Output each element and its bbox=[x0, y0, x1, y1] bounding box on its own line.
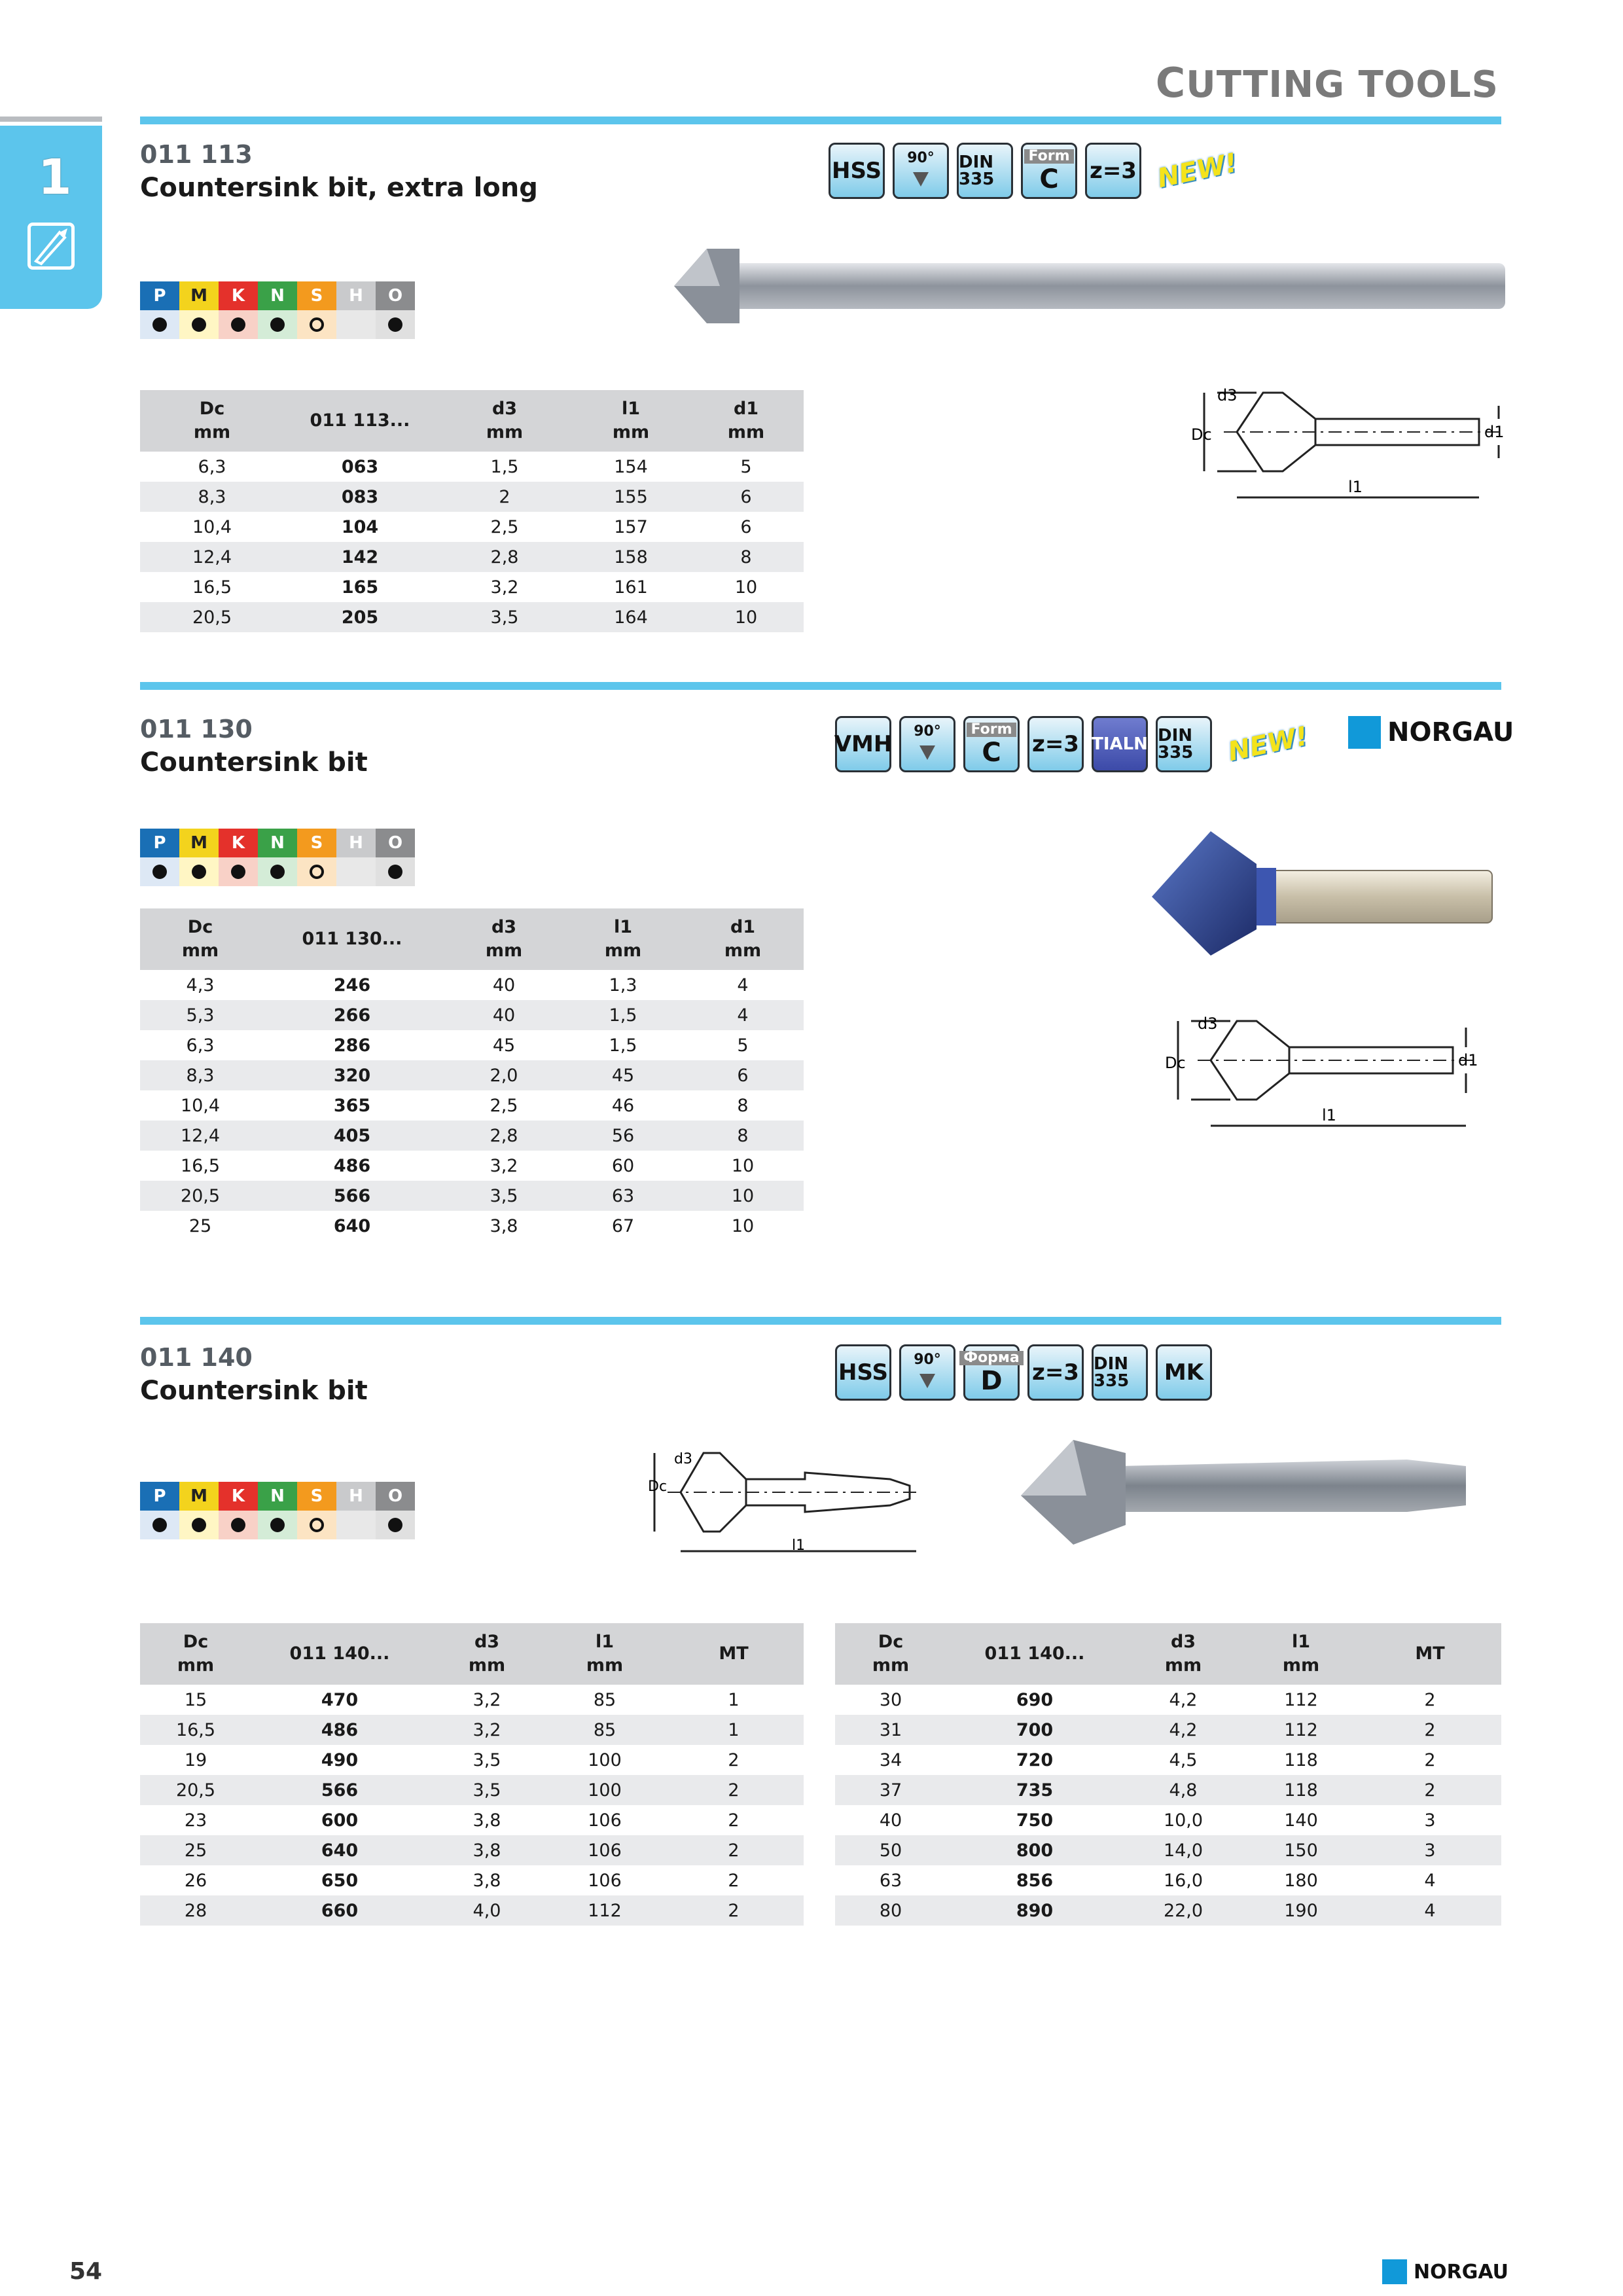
col-l1: l1 mm bbox=[546, 1623, 664, 1685]
col-d3: d3 mm bbox=[428, 1623, 546, 1685]
product-code: 011 113 bbox=[140, 140, 253, 169]
product-photo bbox=[1139, 825, 1505, 956]
technical-drawing bbox=[1165, 1008, 1492, 1145]
mat-o: O bbox=[376, 1482, 415, 1511]
label-dc: Dc bbox=[1191, 425, 1212, 444]
col-d3: d3 mm bbox=[1123, 1623, 1243, 1685]
mat-s: S bbox=[297, 281, 336, 310]
chapter-number: 1 bbox=[38, 149, 72, 206]
product-name: Countersink bit bbox=[140, 1376, 368, 1406]
table-row: 25 640 3,8 67 10 bbox=[188, 1215, 755, 1236]
label-l1: l1 bbox=[1322, 1106, 1336, 1124]
badge-flutes: z=3 bbox=[1027, 716, 1084, 772]
badge-form: Форма D bbox=[963, 1344, 1020, 1401]
table-row: 12,4 142 2,8 158 8 bbox=[140, 542, 804, 572]
table-row: 37 735 4,8 118 2 bbox=[835, 1775, 1501, 1805]
spec-table-right bbox=[835, 1623, 1501, 1926]
col-code: 011 113... bbox=[284, 390, 436, 452]
badge-form: Form C bbox=[1021, 143, 1077, 199]
mat-k: K bbox=[219, 1482, 258, 1511]
product-name: Countersink bit, extra long bbox=[140, 173, 538, 203]
mat-n: N bbox=[258, 281, 297, 310]
col-dc: Dc mm bbox=[140, 908, 260, 970]
label-d3: d3 bbox=[674, 1451, 692, 1467]
table-row: 16,5 165 3,2 161 10 bbox=[192, 577, 758, 598]
label-d1: d1 bbox=[1484, 423, 1505, 441]
mat-p-mark bbox=[140, 310, 179, 339]
label-d3: d3 bbox=[1217, 386, 1238, 404]
mat-o-mark bbox=[376, 310, 415, 339]
badge-angle: 90° bbox=[899, 716, 955, 772]
badge-angle: 90° bbox=[899, 1344, 955, 1401]
badge-din: DIN 335 bbox=[1092, 1344, 1148, 1401]
product-name: Countersink bit bbox=[140, 747, 368, 778]
table-row: 34 720 4,5 118 2 bbox=[879, 1749, 1436, 1770]
table-row: 4,3 246 40 1,3 4 bbox=[186, 975, 749, 996]
feature-badges bbox=[835, 1344, 1212, 1401]
label-d1: d1 bbox=[1458, 1051, 1478, 1069]
badge-mk: MK bbox=[1156, 1344, 1212, 1401]
badge-hss: HSS bbox=[829, 143, 885, 199]
mat-p: P bbox=[140, 829, 179, 857]
table-row: 28 660 4,0 112 2 bbox=[140, 1895, 804, 1926]
section-rule bbox=[140, 682, 1501, 690]
feature-badges bbox=[829, 143, 1238, 199]
table-row: 50 800 14,0 150 3 bbox=[835, 1835, 1501, 1865]
mat-k: K bbox=[219, 829, 258, 857]
table-row: 25 640 3,8 106 2 bbox=[140, 1835, 804, 1865]
badge-din: DIN 335 bbox=[957, 143, 1013, 199]
brand-logo: NORGAU bbox=[1348, 716, 1514, 749]
label-d3: d3 bbox=[1198, 1014, 1218, 1033]
table-row: 30 690 4,2 112 2 bbox=[879, 1689, 1436, 1710]
product-code: 011 140 bbox=[140, 1343, 253, 1372]
drill-bit-icon bbox=[27, 223, 75, 270]
spec-table-left bbox=[140, 1623, 804, 1926]
mat-m: M bbox=[179, 1482, 219, 1511]
col-d1: d1 mm bbox=[682, 908, 804, 970]
table-row: 26 650 3,8 106 2 bbox=[184, 1870, 740, 1891]
col-dc: Dc mm bbox=[835, 1623, 946, 1685]
technical-drawing bbox=[1191, 380, 1518, 511]
table-row: 19 490 3,5 100 2 bbox=[184, 1749, 740, 1770]
label-dc: Dc bbox=[1165, 1054, 1186, 1072]
header-rule bbox=[0, 117, 102, 122]
product-photo bbox=[1014, 1433, 1472, 1545]
table-row: 16,5 486 3,2 60 10 bbox=[180, 1155, 755, 1176]
table-row: 12,4 405 2,8 56 8 bbox=[140, 1121, 804, 1151]
table-row: 31 700 4,2 112 2 bbox=[835, 1715, 1501, 1745]
mat-o-mark bbox=[376, 857, 415, 886]
col-mt: MT bbox=[1359, 1623, 1501, 1685]
product-photo bbox=[668, 236, 1518, 327]
badge-coating: TIALN bbox=[1092, 716, 1148, 772]
technical-drawing bbox=[641, 1440, 929, 1558]
page-number: 54 bbox=[69, 2258, 103, 2285]
mat-h: H bbox=[336, 829, 376, 857]
mat-k: K bbox=[219, 281, 258, 310]
section-header-title: CUTTING TOOLS bbox=[1155, 59, 1499, 107]
mat-m-mark bbox=[179, 310, 219, 339]
material-grid bbox=[140, 1482, 415, 1539]
mat-n: N bbox=[258, 1482, 297, 1511]
table-row: 6,3 286 45 1,5 5 bbox=[186, 1035, 749, 1056]
badge-form: Form C bbox=[963, 716, 1020, 772]
col-code: 011 140... bbox=[251, 1623, 428, 1685]
table-row: 63 856 16,0 180 4 bbox=[879, 1870, 1436, 1891]
mat-s-mark bbox=[297, 857, 336, 886]
table-row: 6,3 063 1,5 154 5 bbox=[198, 456, 752, 477]
feature-badges bbox=[834, 716, 1311, 772]
mat-m: M bbox=[179, 829, 219, 857]
table-row: 15 470 3,2 85 1 bbox=[184, 1689, 740, 1710]
mat-o: O bbox=[376, 281, 415, 310]
mat-n: N bbox=[258, 829, 297, 857]
mat-s: S bbox=[297, 1482, 336, 1511]
mat-p-mark bbox=[140, 857, 179, 886]
mat-m-mark bbox=[179, 1511, 219, 1539]
mat-p: P bbox=[140, 1482, 179, 1511]
product-code: 011 130 bbox=[140, 715, 253, 744]
chapter-tab[interactable] bbox=[0, 126, 102, 309]
table-row: 20,5 205 3,5 164 10 bbox=[140, 602, 804, 632]
new-badge: NEW! bbox=[1225, 721, 1311, 768]
col-l1: l1 mm bbox=[1243, 1623, 1359, 1685]
col-code: 011 140... bbox=[946, 1623, 1123, 1685]
table-row: 20,5 566 3,5 100 2 bbox=[140, 1775, 804, 1805]
table-row: 40 750 10,0 140 3 bbox=[879, 1810, 1436, 1831]
mat-k-mark bbox=[219, 857, 258, 886]
table-row: 5,3 266 40 1,5 4 bbox=[140, 1000, 804, 1030]
mat-s-mark bbox=[297, 310, 336, 339]
col-dc: Dc mm bbox=[140, 1623, 251, 1685]
badge-flutes: z=3 bbox=[1027, 1344, 1084, 1401]
mat-n-mark bbox=[258, 1511, 297, 1539]
mat-k-mark bbox=[219, 1511, 258, 1539]
material-grid bbox=[140, 281, 415, 339]
col-d3: d3 mm bbox=[436, 390, 573, 452]
mat-h-mark bbox=[336, 857, 376, 886]
col-l1: l1 mm bbox=[564, 908, 682, 970]
mat-h-mark bbox=[336, 1511, 376, 1539]
mat-h: H bbox=[336, 1482, 376, 1511]
table-row: 80 890 22,0 190 4 bbox=[835, 1895, 1501, 1926]
col-mt: MT bbox=[664, 1623, 804, 1685]
section-rule bbox=[140, 117, 1501, 124]
table-row: 23 600 3,8 106 2 bbox=[184, 1810, 740, 1831]
mat-s-mark bbox=[297, 1511, 336, 1539]
label-l1: l1 bbox=[792, 1537, 806, 1554]
mat-m-mark bbox=[179, 857, 219, 886]
col-l1: l1 mm bbox=[573, 390, 688, 452]
mat-p: P bbox=[140, 281, 179, 310]
badge-din: DIN 335 bbox=[1156, 716, 1212, 772]
mat-k-mark bbox=[219, 310, 258, 339]
table-row: 10,4 365 2,5 46 8 bbox=[180, 1095, 749, 1116]
mat-m: M bbox=[179, 281, 219, 310]
material-grid bbox=[140, 829, 415, 886]
label-l1: l1 bbox=[1348, 478, 1363, 496]
label-dc: Dc bbox=[648, 1479, 668, 1495]
badge-angle: 90° bbox=[893, 143, 949, 199]
col-dc: Dc mm bbox=[140, 390, 284, 452]
mat-h: H bbox=[336, 281, 376, 310]
footer-brand-logo: NORGAU bbox=[1382, 2259, 1508, 2284]
table-row: 8,3 320 2,0 45 6 bbox=[140, 1060, 804, 1090]
badge-vmh: VMH bbox=[835, 716, 891, 772]
mat-n-mark bbox=[258, 857, 297, 886]
table-row: 10,4 104 2,5 157 6 bbox=[192, 516, 752, 537]
section-rule bbox=[140, 1317, 1501, 1325]
mat-p-mark bbox=[140, 1511, 179, 1539]
table-row: 8,3 083 2 155 6 bbox=[140, 482, 804, 512]
col-d3: d3 mm bbox=[444, 908, 564, 970]
spec-table bbox=[140, 908, 804, 1241]
mat-n-mark bbox=[258, 310, 297, 339]
badge-flutes: z=3 bbox=[1085, 143, 1141, 199]
new-badge: NEW! bbox=[1154, 147, 1240, 194]
mat-h-mark bbox=[336, 310, 376, 339]
mat-o: O bbox=[376, 829, 415, 857]
col-code: 011 130... bbox=[260, 908, 444, 970]
spec-table bbox=[140, 390, 804, 632]
mat-o-mark bbox=[376, 1511, 415, 1539]
table-row: 16,5 486 3,2 85 1 bbox=[140, 1715, 804, 1745]
mat-s: S bbox=[297, 829, 336, 857]
col-d1: d1 mm bbox=[688, 390, 804, 452]
brand-square-icon bbox=[1348, 716, 1381, 749]
brand-square-icon bbox=[1382, 2259, 1407, 2284]
badge-hss: HSS bbox=[835, 1344, 891, 1401]
table-row: 20,5 566 3,5 63 10 bbox=[140, 1181, 804, 1211]
